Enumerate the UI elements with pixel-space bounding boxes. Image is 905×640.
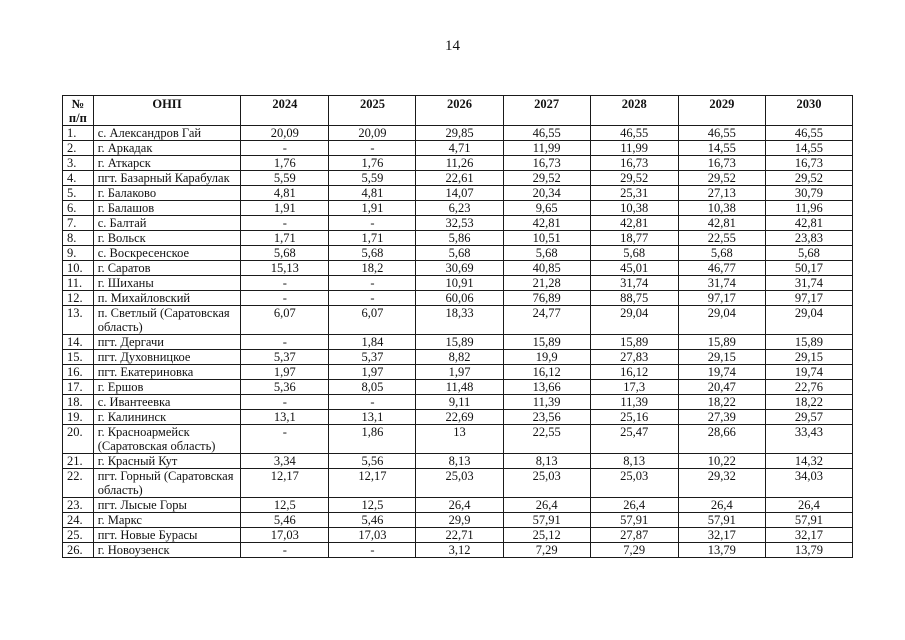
value-cell-2026: 4,71 — [416, 141, 503, 156]
value-cell-2028: 18,77 — [590, 231, 678, 246]
value-cell-2025: 13,1 — [329, 410, 416, 425]
value-cell-2026: 5,68 — [416, 246, 503, 261]
value-cell-2024: 1,91 — [241, 201, 329, 216]
value-cell-2026: 9,11 — [416, 395, 503, 410]
table-row — [63, 171, 853, 186]
value-cell-2029: 10,38 — [678, 201, 765, 216]
value-cell-2030: 29,15 — [765, 350, 852, 365]
value-cell-2029: 29,04 — [678, 306, 765, 335]
header-2024: 2024 — [241, 96, 329, 126]
value-cell-2024: 5,37 — [241, 350, 329, 365]
row-number: 18. — [63, 395, 94, 410]
value-cell-2029: 29,32 — [678, 469, 765, 498]
value-cell-2027: 46,55 — [503, 126, 590, 141]
value-cell-2026: 22,69 — [416, 410, 503, 425]
value-cell-2027: 22,55 — [503, 425, 590, 454]
table-row — [63, 513, 853, 528]
value-cell-2027: 5,68 — [503, 246, 590, 261]
value-cell-2030: 14,32 — [765, 454, 852, 469]
settlement-name: г. Вольск — [93, 231, 241, 246]
value-cell-2029: 57,91 — [678, 513, 765, 528]
value-cell-2024: - — [241, 291, 329, 306]
row-number: 11. — [63, 276, 94, 291]
settlement-name: с. Воскресенское — [93, 246, 241, 261]
row-number: 17. — [63, 380, 94, 395]
row-number: 5. — [63, 186, 94, 201]
value-cell-2028: 29,04 — [590, 306, 678, 335]
row-number: 4. — [63, 171, 94, 186]
value-cell-2027: 42,81 — [503, 216, 590, 231]
settlement-name: п. Светлый (Саратовская область) — [93, 306, 241, 335]
header-2025: 2025 — [329, 96, 416, 126]
value-cell-2026: 30,69 — [416, 261, 503, 276]
value-cell-2026: 10,91 — [416, 276, 503, 291]
value-cell-2027: 40,85 — [503, 261, 590, 276]
value-cell-2029: 32,17 — [678, 528, 765, 543]
row-number: 8. — [63, 231, 94, 246]
value-cell-2027: 26,4 — [503, 498, 590, 513]
value-cell-2024: 17,03 — [241, 528, 329, 543]
value-cell-2026: 8,82 — [416, 350, 503, 365]
table-row — [63, 126, 853, 141]
row-number: 7. — [63, 216, 94, 231]
row-number: 10. — [63, 261, 94, 276]
settlement-name: г. Красноармейск (Саратовская область) — [93, 425, 241, 454]
value-cell-2026: 11,48 — [416, 380, 503, 395]
value-cell-2024: 12,17 — [241, 469, 329, 498]
value-cell-2026: 18,33 — [416, 306, 503, 335]
value-cell-2026: 26,4 — [416, 498, 503, 513]
value-cell-2024: - — [241, 425, 329, 454]
value-cell-2029: 42,81 — [678, 216, 765, 231]
value-cell-2024: 15,13 — [241, 261, 329, 276]
value-cell-2030: 30,79 — [765, 186, 852, 201]
value-cell-2025: 1,86 — [329, 425, 416, 454]
value-cell-2028: 46,55 — [590, 126, 678, 141]
value-cell-2024: 5,46 — [241, 513, 329, 528]
settlement-name: г. Маркс — [93, 513, 241, 528]
value-cell-2025: - — [329, 395, 416, 410]
row-number: 24. — [63, 513, 94, 528]
value-cell-2026: 13 — [416, 425, 503, 454]
value-cell-2027: 57,91 — [503, 513, 590, 528]
value-cell-2024: 5,59 — [241, 171, 329, 186]
value-cell-2025: 5,37 — [329, 350, 416, 365]
value-cell-2026: 22,71 — [416, 528, 503, 543]
value-cell-2030: 23,83 — [765, 231, 852, 246]
table-row — [63, 141, 853, 156]
settlement-name: г. Балашов — [93, 201, 241, 216]
value-cell-2027: 24,77 — [503, 306, 590, 335]
value-cell-2028: 16,73 — [590, 156, 678, 171]
value-cell-2025: - — [329, 276, 416, 291]
value-cell-2025: 5,56 — [329, 454, 416, 469]
value-cell-2028: 42,81 — [590, 216, 678, 231]
value-cell-2025: 6,07 — [329, 306, 416, 335]
page-number: 14 — [445, 38, 460, 54]
value-cell-2024: 5,36 — [241, 380, 329, 395]
value-cell-2028: 15,89 — [590, 335, 678, 350]
value-cell-2025: - — [329, 291, 416, 306]
value-cell-2027: 11,99 — [503, 141, 590, 156]
row-number: 15. — [63, 350, 94, 365]
table-row — [63, 246, 853, 261]
value-cell-2030: 57,91 — [765, 513, 852, 528]
row-number: 19. — [63, 410, 94, 425]
table-row — [63, 543, 853, 558]
settlement-name: г. Ершов — [93, 380, 241, 395]
settlement-name: с. Ивантеевка — [93, 395, 241, 410]
value-cell-2027: 76,89 — [503, 291, 590, 306]
value-cell-2024: 3,34 — [241, 454, 329, 469]
value-cell-2025: 12,5 — [329, 498, 416, 513]
value-cell-2030: 16,73 — [765, 156, 852, 171]
value-cell-2024: 20,09 — [241, 126, 329, 141]
value-cell-2029: 26,4 — [678, 498, 765, 513]
value-cell-2028: 27,87 — [590, 528, 678, 543]
value-cell-2028: 45,01 — [590, 261, 678, 276]
value-cell-2028: 57,91 — [590, 513, 678, 528]
settlement-name: пгт. Духовницкое — [93, 350, 241, 365]
table-header-row — [63, 96, 853, 126]
value-cell-2026: 32,53 — [416, 216, 503, 231]
settlement-name: г. Балаково — [93, 186, 241, 201]
table-row — [63, 261, 853, 276]
row-number: 20. — [63, 425, 94, 454]
table-row — [63, 454, 853, 469]
value-cell-2030: 42,81 — [765, 216, 852, 231]
table-row — [63, 291, 853, 306]
value-cell-2024: 5,68 — [241, 246, 329, 261]
table-row — [63, 365, 853, 380]
row-number: 13. — [63, 306, 94, 335]
settlement-name: пгт. Екатериновка — [93, 365, 241, 380]
value-cell-2030: 46,55 — [765, 126, 852, 141]
table-row — [63, 306, 853, 335]
value-cell-2030: 29,04 — [765, 306, 852, 335]
value-cell-2028: 25,16 — [590, 410, 678, 425]
value-cell-2028: 11,99 — [590, 141, 678, 156]
value-cell-2024: - — [241, 276, 329, 291]
value-cell-2026: 14,07 — [416, 186, 503, 201]
value-cell-2029: 13,79 — [678, 543, 765, 558]
settlement-name: пгт. Горный (Саратовская область) — [93, 469, 241, 498]
header-number: № п/п — [63, 96, 94, 126]
value-cell-2030: 13,79 — [765, 543, 852, 558]
value-cell-2030: 29,52 — [765, 171, 852, 186]
value-cell-2026: 29,9 — [416, 513, 503, 528]
value-cell-2028: 17,3 — [590, 380, 678, 395]
value-cell-2030: 15,89 — [765, 335, 852, 350]
value-cell-2030: 19,74 — [765, 365, 852, 380]
value-cell-2029: 27,13 — [678, 186, 765, 201]
row-number: 12. — [63, 291, 94, 306]
value-cell-2024: 1,71 — [241, 231, 329, 246]
table-row — [63, 395, 853, 410]
value-cell-2029: 16,73 — [678, 156, 765, 171]
header-2027: 2027 — [503, 96, 590, 126]
settlement-name: с. Балтай — [93, 216, 241, 231]
value-cell-2026: 1,97 — [416, 365, 503, 380]
row-number: 14. — [63, 335, 94, 350]
value-cell-2028: 26,4 — [590, 498, 678, 513]
table-row — [63, 156, 853, 171]
value-cell-2027: 8,13 — [503, 454, 590, 469]
settlement-name: г. Саратов — [93, 261, 241, 276]
value-cell-2029: 97,17 — [678, 291, 765, 306]
value-cell-2030: 31,74 — [765, 276, 852, 291]
value-cell-2029: 29,15 — [678, 350, 765, 365]
table-row — [63, 201, 853, 216]
value-cell-2030: 97,17 — [765, 291, 852, 306]
settlement-name: пгт. Базарный Карабулак — [93, 171, 241, 186]
value-cell-2028: 25,03 — [590, 469, 678, 498]
value-cell-2028: 27,83 — [590, 350, 678, 365]
settlement-name: г. Шиханы — [93, 276, 241, 291]
value-cell-2029: 22,55 — [678, 231, 765, 246]
value-cell-2025: 4,81 — [329, 186, 416, 201]
value-cell-2027: 21,28 — [503, 276, 590, 291]
value-cell-2028: 11,39 — [590, 395, 678, 410]
settlement-name: пгт. Дергачи — [93, 335, 241, 350]
value-cell-2028: 29,52 — [590, 171, 678, 186]
value-cell-2027: 16,73 — [503, 156, 590, 171]
value-cell-2027: 25,03 — [503, 469, 590, 498]
value-cell-2030: 33,43 — [765, 425, 852, 454]
value-cell-2030: 50,17 — [765, 261, 852, 276]
settlement-name: п. Михайловский — [93, 291, 241, 306]
value-cell-2026: 60,06 — [416, 291, 503, 306]
row-number: 2. — [63, 141, 94, 156]
value-cell-2025: 18,2 — [329, 261, 416, 276]
row-number: 3. — [63, 156, 94, 171]
value-cell-2028: 31,74 — [590, 276, 678, 291]
value-cell-2030: 29,57 — [765, 410, 852, 425]
value-cell-2027: 23,56 — [503, 410, 590, 425]
value-cell-2025: 1,84 — [329, 335, 416, 350]
value-cell-2028: 88,75 — [590, 291, 678, 306]
value-cell-2028: 5,68 — [590, 246, 678, 261]
value-cell-2025: 1,91 — [329, 201, 416, 216]
value-cell-2027: 19,9 — [503, 350, 590, 365]
value-cell-2025: 17,03 — [329, 528, 416, 543]
value-cell-2025: 1,97 — [329, 365, 416, 380]
value-cell-2030: 14,55 — [765, 141, 852, 156]
header-2030: 2030 — [765, 96, 852, 126]
value-cell-2024: - — [241, 141, 329, 156]
value-cell-2024: 12,5 — [241, 498, 329, 513]
settlement-name: пгт. Лысые Горы — [93, 498, 241, 513]
table-row — [63, 186, 853, 201]
value-cell-2027: 10,51 — [503, 231, 590, 246]
value-cell-2027: 16,12 — [503, 365, 590, 380]
value-cell-2030: 5,68 — [765, 246, 852, 261]
row-number: 23. — [63, 498, 94, 513]
value-cell-2024: - — [241, 216, 329, 231]
value-cell-2027: 20,34 — [503, 186, 590, 201]
value-cell-2027: 11,39 — [503, 395, 590, 410]
value-cell-2029: 46,77 — [678, 261, 765, 276]
settlement-name: г. Калининск — [93, 410, 241, 425]
value-cell-2029: 29,52 — [678, 171, 765, 186]
value-cell-2030: 34,03 — [765, 469, 852, 498]
value-cell-2030: 32,17 — [765, 528, 852, 543]
table-row — [63, 425, 853, 454]
value-cell-2028: 16,12 — [590, 365, 678, 380]
settlement-name: г. Аткарск — [93, 156, 241, 171]
value-cell-2025: 12,17 — [329, 469, 416, 498]
value-cell-2029: 18,22 — [678, 395, 765, 410]
value-cell-2029: 19,74 — [678, 365, 765, 380]
value-cell-2024: - — [241, 395, 329, 410]
value-cell-2028: 8,13 — [590, 454, 678, 469]
row-number: 25. — [63, 528, 94, 543]
settlement-name: г. Аркадак — [93, 141, 241, 156]
value-cell-2028: 25,31 — [590, 186, 678, 201]
value-cell-2030: 18,22 — [765, 395, 852, 410]
value-cell-2025: - — [329, 543, 416, 558]
value-cell-2026: 3,12 — [416, 543, 503, 558]
table-row — [63, 498, 853, 513]
value-cell-2029: 15,89 — [678, 335, 765, 350]
table-row — [63, 350, 853, 365]
table-row — [63, 335, 853, 350]
value-cell-2024: 1,76 — [241, 156, 329, 171]
value-cell-2025: 5,68 — [329, 246, 416, 261]
row-number: 22. — [63, 469, 94, 498]
value-cell-2026: 22,61 — [416, 171, 503, 186]
value-cell-2028: 10,38 — [590, 201, 678, 216]
value-cell-2030: 11,96 — [765, 201, 852, 216]
value-cell-2029: 28,66 — [678, 425, 765, 454]
value-cell-2025: 20,09 — [329, 126, 416, 141]
row-number: 16. — [63, 365, 94, 380]
value-cell-2029: 5,68 — [678, 246, 765, 261]
value-cell-2029: 31,74 — [678, 276, 765, 291]
value-cell-2027: 7,29 — [503, 543, 590, 558]
row-number: 9. — [63, 246, 94, 261]
row-number: 21. — [63, 454, 94, 469]
value-cell-2030: 22,76 — [765, 380, 852, 395]
value-cell-2025: 1,76 — [329, 156, 416, 171]
value-cell-2026: 8,13 — [416, 454, 503, 469]
value-cell-2026: 25,03 — [416, 469, 503, 498]
value-cell-2026: 5,86 — [416, 231, 503, 246]
table-row — [63, 216, 853, 231]
value-cell-2028: 7,29 — [590, 543, 678, 558]
table-row — [63, 528, 853, 543]
value-cell-2024: - — [241, 335, 329, 350]
value-cell-2024: 13,1 — [241, 410, 329, 425]
value-cell-2029: 46,55 — [678, 126, 765, 141]
value-cell-2027: 9,65 — [503, 201, 590, 216]
value-cell-2027: 29,52 — [503, 171, 590, 186]
row-number: 6. — [63, 201, 94, 216]
settlement-name: г. Красный Кут — [93, 454, 241, 469]
value-cell-2027: 25,12 — [503, 528, 590, 543]
value-cell-2025: - — [329, 141, 416, 156]
header-2028: 2028 — [590, 96, 678, 126]
row-number: 1. — [63, 126, 94, 141]
value-cell-2024: - — [241, 543, 329, 558]
value-cell-2025: 8,05 — [329, 380, 416, 395]
header-onp: ОНП — [93, 96, 241, 126]
header-2026: 2026 — [416, 96, 503, 126]
value-cell-2026: 11,26 — [416, 156, 503, 171]
value-cell-2024: 6,07 — [241, 306, 329, 335]
settlement-name: пгт. Новые Бурасы — [93, 528, 241, 543]
value-cell-2025: - — [329, 216, 416, 231]
table-row — [63, 469, 853, 498]
row-number: 26. — [63, 543, 94, 558]
value-cell-2029: 10,22 — [678, 454, 765, 469]
value-cell-2027: 15,89 — [503, 335, 590, 350]
value-cell-2029: 27,39 — [678, 410, 765, 425]
settlement-name: с. Александров Гай — [93, 126, 241, 141]
value-cell-2024: 1,97 — [241, 365, 329, 380]
header-2029: 2029 — [678, 96, 765, 126]
value-cell-2025: 5,46 — [329, 513, 416, 528]
settlement-name: г. Новоузенск — [93, 543, 241, 558]
value-cell-2029: 14,55 — [678, 141, 765, 156]
value-cell-2030: 26,4 — [765, 498, 852, 513]
value-cell-2027: 13,66 — [503, 380, 590, 395]
value-cell-2029: 20,47 — [678, 380, 765, 395]
value-cell-2025: 5,59 — [329, 171, 416, 186]
value-cell-2026: 15,89 — [416, 335, 503, 350]
value-cell-2026: 29,85 — [416, 126, 503, 141]
table-row — [63, 276, 853, 291]
value-cell-2026: 6,23 — [416, 201, 503, 216]
table-row — [63, 380, 853, 395]
value-cell-2025: 1,71 — [329, 231, 416, 246]
table-row — [63, 410, 853, 425]
value-cell-2024: 4,81 — [241, 186, 329, 201]
data-table — [62, 95, 853, 558]
table-row — [63, 231, 853, 246]
value-cell-2028: 25,47 — [590, 425, 678, 454]
